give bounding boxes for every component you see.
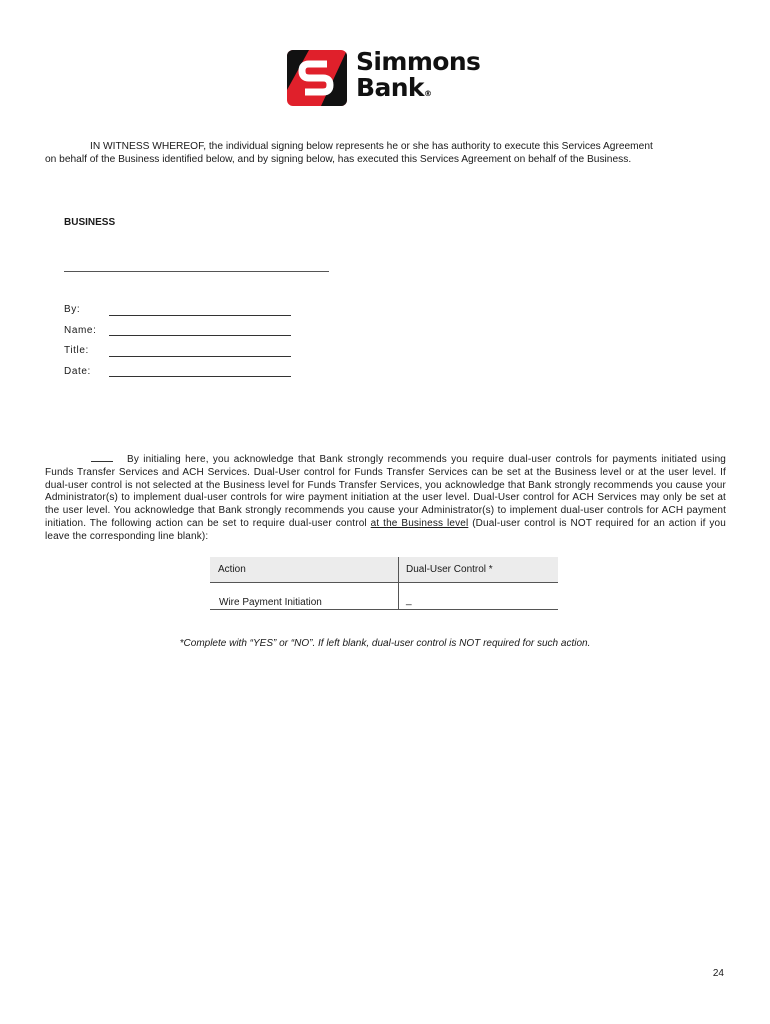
business-heading: BUSINESS: [64, 217, 116, 228]
logo-word-simmons: Simmons: [356, 47, 481, 76]
column-header-dual-user-control: Dual-User Control *: [406, 564, 493, 575]
simmons-bank-logo-icon: [287, 50, 347, 106]
business-name-line[interactable]: [64, 271, 329, 272]
business-level-underlined: at the Business level: [370, 517, 469, 529]
name-label: Name:: [64, 325, 97, 336]
row-control-field[interactable]: _: [406, 595, 412, 606]
by-field[interactable]: [109, 315, 291, 316]
witness-line-2: on behalf of the Business identified below, and by signing below, has executed this Services Agreement on behalf of the Business.: [45, 154, 632, 165]
dual-user-acknowledgement: [45, 454, 726, 544]
table-header-row: [210, 557, 558, 583]
witness-statement: [45, 140, 735, 166]
row-action-wire-payment: Wire Payment Initiation: [219, 597, 322, 608]
acknowledgement-text: By initialing here, you acknowledge that Bank strongly recommends you require dual-user controls for payments initiated using Funds Transfer Services and ACH Services. Dual-User control for Funds Transfer Services can be set at the Business level or at the user level. If dual-user control is not selected at the Business level for Funds Transfer Services, you acknowledge that Bank strongly recommends you cause your Administrator(s) to implement dual-user controls for wire payment initiation at the user level. Dual-User control for ACH Services may only be set at the user level. You acknowledge that Bank strongly recommends you cause your Administrator(s) to implement dual-user controls for ACH payment initiation. The following action can be set to require dual-user control: [45, 454, 726, 529]
column-divider: [398, 557, 399, 610]
logo-wordmark: [356, 49, 480, 107]
date-field[interactable]: [109, 376, 291, 377]
date-label: Date:: [64, 366, 91, 377]
name-field[interactable]: [109, 335, 291, 336]
title-field[interactable]: [109, 356, 291, 357]
completion-note: *Complete with “YES” or “NO”. If left blank, dual-user control is NOT required for such action.: [179, 638, 591, 649]
initials-blank[interactable]: [91, 461, 113, 462]
column-header-action: Action: [218, 564, 246, 575]
registered-mark: ®: [423, 89, 432, 98]
logo-word-bank: Bank®: [356, 73, 432, 102]
simmons-bank-logo: [287, 47, 481, 106]
by-label: By:: [64, 304, 81, 315]
page-number: 24: [712, 968, 724, 979]
acknowledgement-text-end: (Dual-user control is NOT required for an action if you leave the corresponding line blank):: [45, 517, 726, 542]
table-row-underline: [210, 609, 558, 610]
witness-line-1: IN WITNESS WHEREOF, the individual signing below represents he or she has authority to execute this Services Agreement: [90, 141, 653, 152]
title-label: Title:: [64, 345, 89, 356]
